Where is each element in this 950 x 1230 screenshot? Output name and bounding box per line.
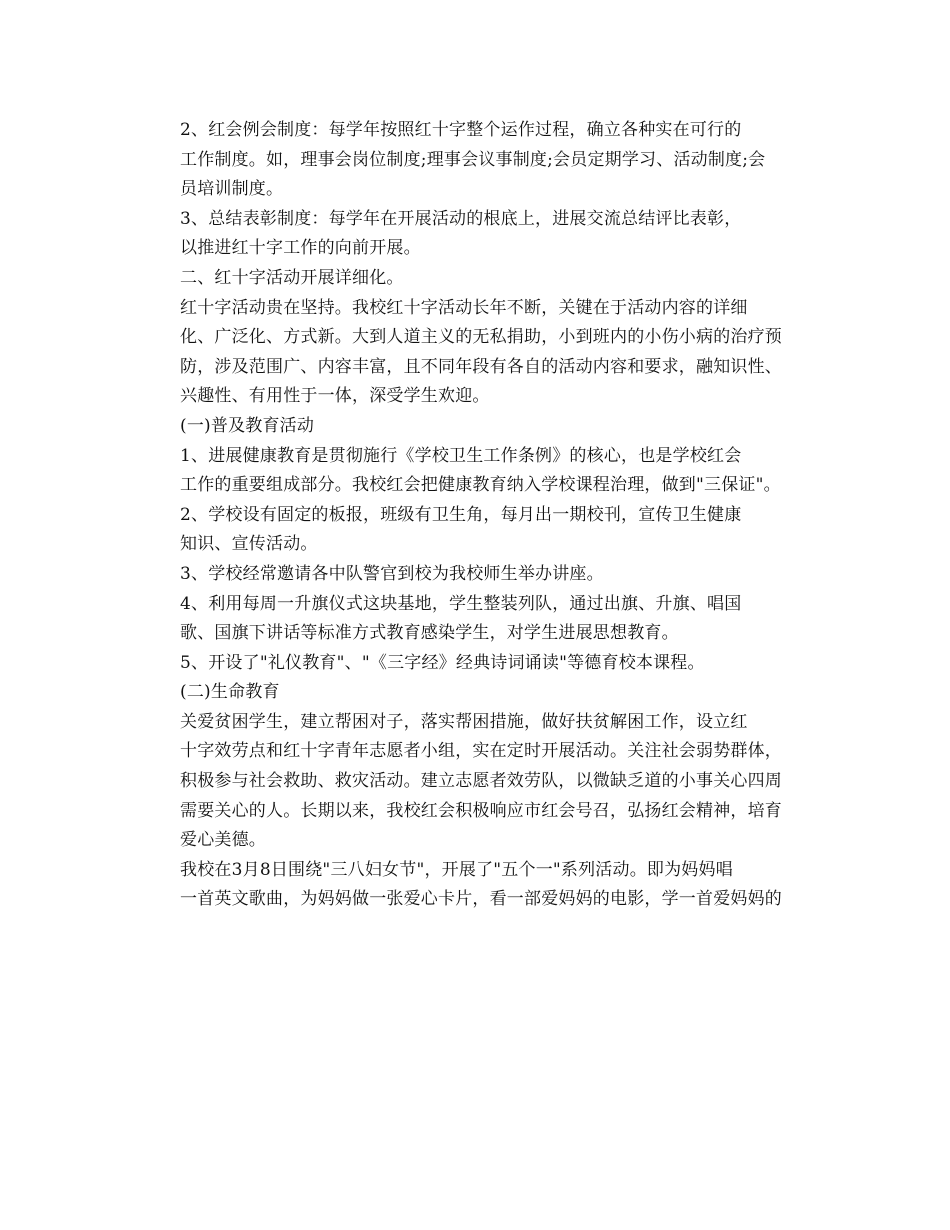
paragraph-line: 以推进红十字工作的向前开展。 (180, 238, 421, 259)
paragraph-line: 工作的重要组成部分。我校红会把健康教育纳入学校课程治理，做到"三保证"。 (180, 475, 781, 496)
paragraph-line: 2、学校设有固定的板报，班级有卫生角，每月出一期校刊，宣传卫生健康 (180, 504, 742, 525)
paragraph (146, 856, 800, 915)
paragraph (146, 264, 800, 294)
paragraph-line: 5、开设了"礼仪教育"、"《三字经》经典诗词诵读"等德育校本课程。 (180, 652, 705, 673)
paragraph-line: (一)普及教育活动 (180, 415, 315, 436)
paragraph-line: 需要关心的人。长期以来，我校红会积极响应市红会号召，弘扬红会精神，培育 (180, 800, 782, 821)
paragraph (146, 708, 800, 856)
document-body (146, 116, 800, 915)
paragraph-line: 防，涉及范围广、内容丰富，且不同年段有各自的活动内容和要求，融知识性、 (180, 356, 782, 377)
paragraph-line: 1、进展健康教育是贯彻施行《学校卫生工作条例》的核心，也是学校红会 (180, 445, 742, 466)
paragraph (146, 678, 800, 708)
paragraph (146, 412, 800, 442)
paragraph (146, 294, 800, 412)
paragraph-line: 员培训制度。 (180, 179, 284, 200)
paragraph-line: 爱心美德。 (180, 830, 266, 851)
paragraph-line: 4、利用每周一升旗仪式这块基地，学生整装列队，通过出旗、升旗、唱国 (180, 593, 742, 614)
paragraph-line: 红十字活动贵在坚持。我校红十字活动长年不断，关键在于活动内容的详细 (180, 297, 748, 318)
paragraph-line: 工作制度。如，理事会岗位制度;理事会议事制度;会员定期学习、活动制度;会 (180, 149, 766, 170)
paragraph (146, 116, 800, 205)
paragraph-line: 兴趣性、有用性于一体，深受学生欢迎。 (180, 386, 490, 407)
paragraph (146, 442, 800, 501)
paragraph (146, 560, 800, 590)
paragraph-line: 歌、国旗下讲话等标准方式教育感染学生，对学生进展思想教育。 (180, 623, 679, 644)
paragraph-line: (二)生命教育 (180, 682, 280, 703)
paragraph-line: 积极参与社会救助、救灾活动。建立志愿者效劳队，以微缺乏道的小事关心四周 (180, 771, 782, 792)
paragraph-line: 3、总结表彰制度：每学年在开展活动的根底上，进展交流总结评比表彰， (180, 208, 742, 229)
paragraph-line: 关爱贫困学生，建立帮困对子，落实帮困措施，做好扶贫解困工作，设立红 (180, 711, 748, 732)
paragraph-line: 化、广泛化、方式新。大到人道主义的无私捐助，小到班内的小伤小病的治疗预 (180, 327, 782, 348)
paragraph-line: 知识、宣传活动。 (180, 534, 318, 555)
paragraph-line: 十字效劳点和红十字青年志愿者小组，实在定时开展活动。关注社会弱势群体， (180, 741, 782, 762)
paragraph (146, 501, 800, 560)
paragraph (146, 205, 800, 264)
paragraph (146, 590, 800, 649)
paragraph-line: 二、红十字活动开展详细化。 (180, 267, 404, 288)
paragraph (146, 649, 800, 679)
paragraph-line: 2、红会例会制度：每学年按照红十字整个运作过程，确立各种实在可行的 (180, 120, 742, 140)
paragraph-line: 一首英文歌曲，为妈妈做一张爱心卡片，看一部爱妈妈的电影，学一首爱妈妈的 (180, 889, 782, 910)
paragraph-line: 我校在3月8日围绕"三八妇女节"，开展了"五个一"系列活动。即为妈妈唱 (180, 859, 733, 880)
paragraph-line: 3、学校经常邀请各中队警官到校为我校师生举办讲座。 (180, 563, 604, 584)
